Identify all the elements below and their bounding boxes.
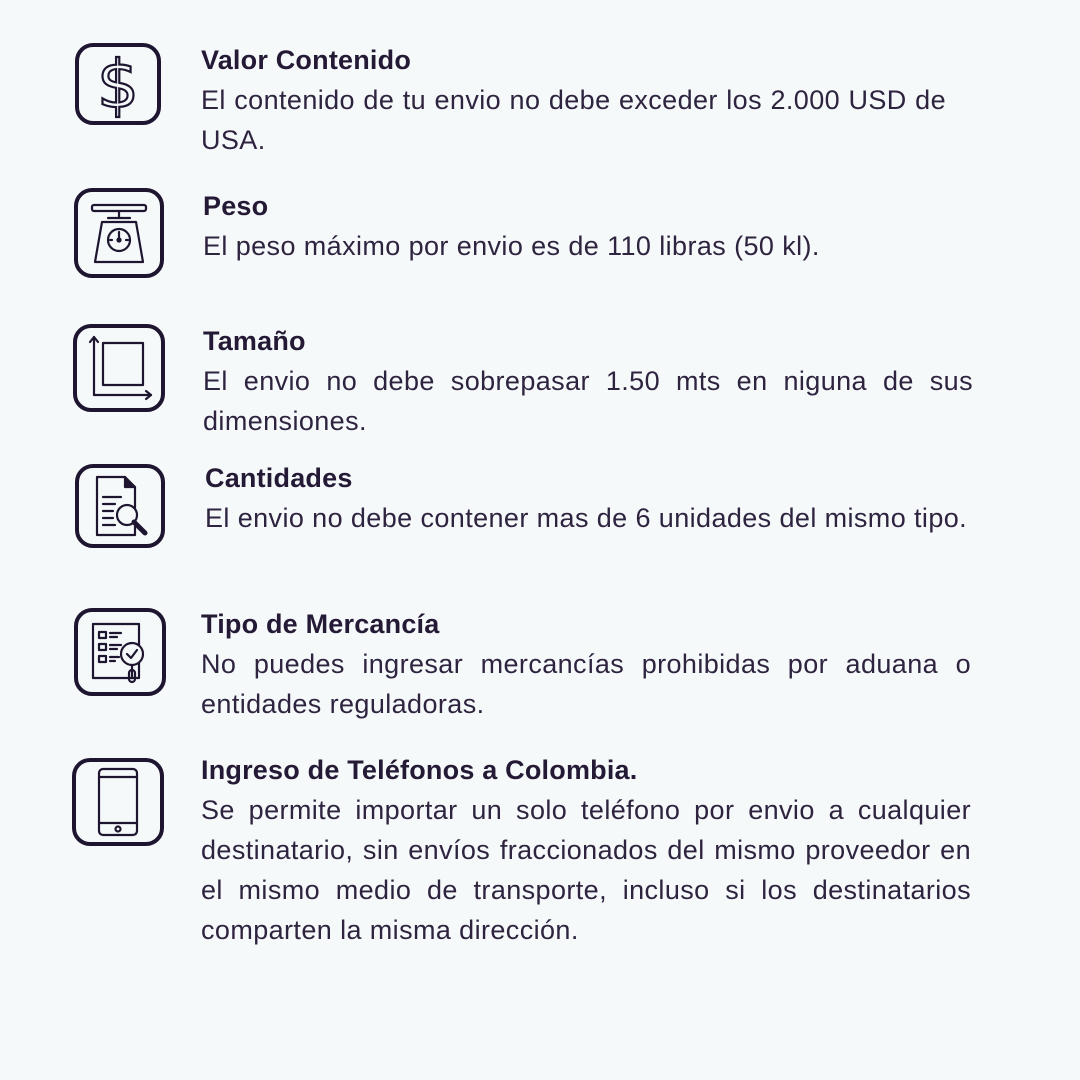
item-description: Se permite importar un solo teléfono por envio a cualquier destinatario, sin envíos fraccionados del mismo proveedor en el mismo medio de transporte, incluso si los destinatarios comparten la misma dirección.	[201, 795, 971, 945]
checklist-icon	[74, 608, 166, 696]
dimensions-icon	[73, 324, 165, 412]
item-description: El peso máximo por envio es de 110 libras (50 kl).	[203, 231, 820, 261]
scale-icon	[74, 188, 164, 278]
item-description: No puedes ingresar mercancías prohibidas por aduana o entidades reguladoras.	[201, 649, 971, 719]
item-description: El envio no debe contener mas de 6 unidades del mismo tipo.	[205, 503, 968, 533]
item-title: Valor Contenido	[201, 45, 412, 75]
item-title: Tipo de Mercancía	[201, 609, 440, 639]
smartphone-icon	[72, 758, 164, 846]
item-title: Cantidades	[205, 463, 353, 493]
svg-text:$: $	[97, 49, 139, 119]
dollar-icon	[75, 43, 161, 125]
item-title: Tamaño	[203, 326, 306, 356]
document-search-icon	[75, 464, 165, 548]
item-title: Ingreso de Teléfonos a Colombia.	[201, 755, 638, 785]
item-title: Peso	[203, 191, 269, 221]
item-description: El contenido de tu envio no debe exceder los 2.000 USD de USA.	[201, 85, 946, 155]
item-description: El envio no debe sobrepasar 1.50 mts en niguna de sus dimensiones.	[203, 366, 973, 436]
